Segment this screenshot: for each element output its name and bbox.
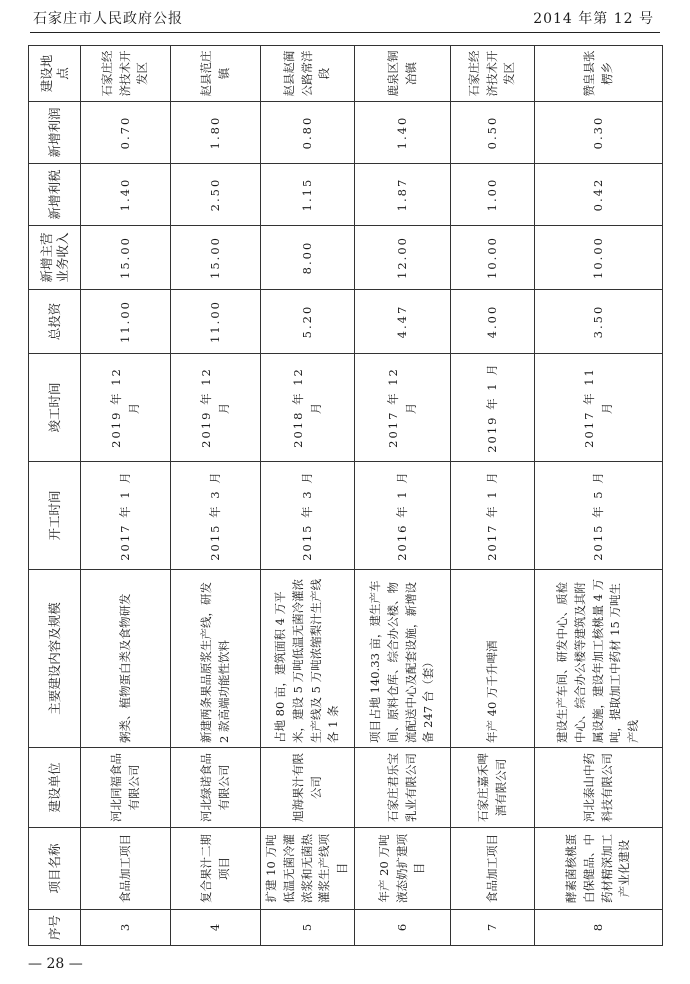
cell-no: 4 xyxy=(171,910,261,946)
cell-tax: 1.87 xyxy=(355,164,451,226)
cell-profit: 0.70 xyxy=(81,102,171,164)
cell-start: 2015 年 5 月 xyxy=(535,462,663,570)
issue-number: 2014 年第 12 号 xyxy=(533,11,654,27)
col-header-location: 建设地点 xyxy=(29,46,81,102)
table-row xyxy=(261,46,355,946)
cell-investment: 5.20 xyxy=(261,290,355,354)
cell-name: 食品加工项目 xyxy=(451,828,535,910)
cell-revenue: 10.00 xyxy=(451,226,535,290)
col-header-no: 序号 xyxy=(29,910,81,946)
table-row xyxy=(171,46,261,946)
cell-no: 7 xyxy=(451,910,535,946)
cell-start: 2015 年 3 月 xyxy=(171,462,261,570)
col-header-start: 开工时间 xyxy=(29,462,81,570)
table-row xyxy=(451,46,535,946)
cell-location: 石家庄经济技术开发区 xyxy=(451,46,535,102)
cell-end: 2019 年 12 月 xyxy=(171,354,261,462)
cell-unit: 河北泰山中药科技有限公司 xyxy=(535,748,663,828)
cell-start: 2016 年 1 月 xyxy=(355,462,451,570)
cell-end: 2017 年 11 月 xyxy=(535,354,663,462)
cell-profit: 1.40 xyxy=(355,102,451,164)
cell-no: 5 xyxy=(261,910,355,946)
page-number: — 28 — xyxy=(28,956,83,972)
cell-location: 赞皇县张楞乡 xyxy=(535,46,663,102)
cell-content: 占地 80 亩，建筑面积 4 万平米，建设 5 万吨低温无菌冷灌浓生产线及 5 万吨浓缩梨汁生产线各 1 条 xyxy=(261,570,355,748)
cell-tax: 1.00 xyxy=(451,164,535,226)
cell-tax: 1.40 xyxy=(81,164,171,226)
cell-name: 复合果汁二期项目 xyxy=(171,828,261,910)
project-table-container xyxy=(28,46,660,946)
col-header-investment: 总投资 xyxy=(29,290,81,354)
cell-unit: 河北绿诺食品有限公司 xyxy=(171,748,261,828)
cell-revenue: 12.00 xyxy=(355,226,451,290)
cell-tax: 1.15 xyxy=(261,164,355,226)
col-header-unit: 建设单位 xyxy=(29,748,81,828)
cell-revenue: 10.00 xyxy=(535,226,663,290)
cell-name: 酵素菌核桃蛋白保健品、中药材精深加工产业化建设 xyxy=(535,828,663,910)
cell-investment: 4.00 xyxy=(451,290,535,354)
cell-content: 建设生产车间、研发中心、质检中心、综合办公楼等建筑及其附属设施，建设年加工核桃量 4 万吨，提取加工中药材 15 万吨生产线 xyxy=(535,570,663,748)
cell-profit: 0.30 xyxy=(535,102,663,164)
cell-name: 食品加工项目 xyxy=(81,828,171,910)
cell-revenue: 8.00 xyxy=(261,226,355,290)
cell-end: 2019 年 12 月 xyxy=(81,354,171,462)
table-row xyxy=(81,46,171,946)
cell-investment: 4.47 xyxy=(355,290,451,354)
col-header-tax: 新增利税 xyxy=(29,164,81,226)
col-header-end: 竣工时间 xyxy=(29,354,81,462)
cell-profit: 0.50 xyxy=(451,102,535,164)
cell-start: 2017 年 1 月 xyxy=(81,462,171,570)
cell-location: 鹿泉区铜冶镇 xyxy=(355,46,451,102)
cell-unit: 石家庄嘉禾啤酒有限公司 xyxy=(451,748,535,828)
table-header-row xyxy=(29,46,81,946)
cell-name: 扩建 10 万吨低温无菌冷灌浓浆和无菌热灌浆生产线项目 xyxy=(261,828,355,910)
cell-start: 2015 年 3 月 xyxy=(261,462,355,570)
cell-location: 赵县范庄镇 xyxy=(171,46,261,102)
col-header-content: 主要建设内容及规模 xyxy=(29,570,81,748)
cell-unit: 旭海果汁有限公司 xyxy=(261,748,355,828)
cell-unit: 河北同福食品有限公司 xyxy=(81,748,171,828)
table-row xyxy=(355,46,451,946)
header-rule xyxy=(30,32,660,33)
cell-location: 赵县赵蔺公路常洋段 xyxy=(261,46,355,102)
cell-investment: 11.00 xyxy=(171,290,261,354)
cell-revenue: 15.00 xyxy=(81,226,171,290)
cell-start: 2017 年 1 月 xyxy=(451,462,535,570)
publication-title: 石家庄市人民政府公报 xyxy=(33,11,183,27)
cell-no: 8 xyxy=(535,910,663,946)
cell-content: 年产 40 万千升啤酒 xyxy=(451,570,535,748)
cell-content: 新建两条果品原浆生产线，研发 2 款高端功能性饮料 xyxy=(171,570,261,748)
cell-end: 2019 年 1 月 xyxy=(451,354,535,462)
cell-profit: 0.80 xyxy=(261,102,355,164)
cell-unit: 石家庄君乐宝乳业有限公司 xyxy=(355,748,451,828)
col-header-profit: 新增利润 xyxy=(29,102,81,164)
col-header-revenue: 新增主营业务收入 xyxy=(29,226,81,290)
cell-content: 项目占地 140.33 亩，建生产车间、原料仓库、综合办公楼、物流配送中心及配套设施，新增设备 247 台（套） xyxy=(355,570,451,748)
cell-investment: 3.50 xyxy=(535,290,663,354)
cell-no: 6 xyxy=(355,910,451,946)
col-header-name: 项目名称 xyxy=(29,828,81,910)
cell-end: 2018 年 12 月 xyxy=(261,354,355,462)
cell-content: 粥类、植物蛋白类及食物研发 xyxy=(81,570,171,748)
project-table xyxy=(28,45,663,946)
cell-end: 2017 年 12 月 xyxy=(355,354,451,462)
cell-tax: 0.42 xyxy=(535,164,663,226)
cell-profit: 1.80 xyxy=(171,102,261,164)
cell-investment: 11.00 xyxy=(81,290,171,354)
cell-tax: 2.50 xyxy=(171,164,261,226)
cell-no: 3 xyxy=(81,910,171,946)
cell-location: 石家庄经济技术开发区 xyxy=(81,46,171,102)
cell-revenue: 15.00 xyxy=(171,226,261,290)
table-row xyxy=(535,46,663,946)
cell-name: 年产 20 万吨液态奶扩建项目 xyxy=(355,828,451,910)
